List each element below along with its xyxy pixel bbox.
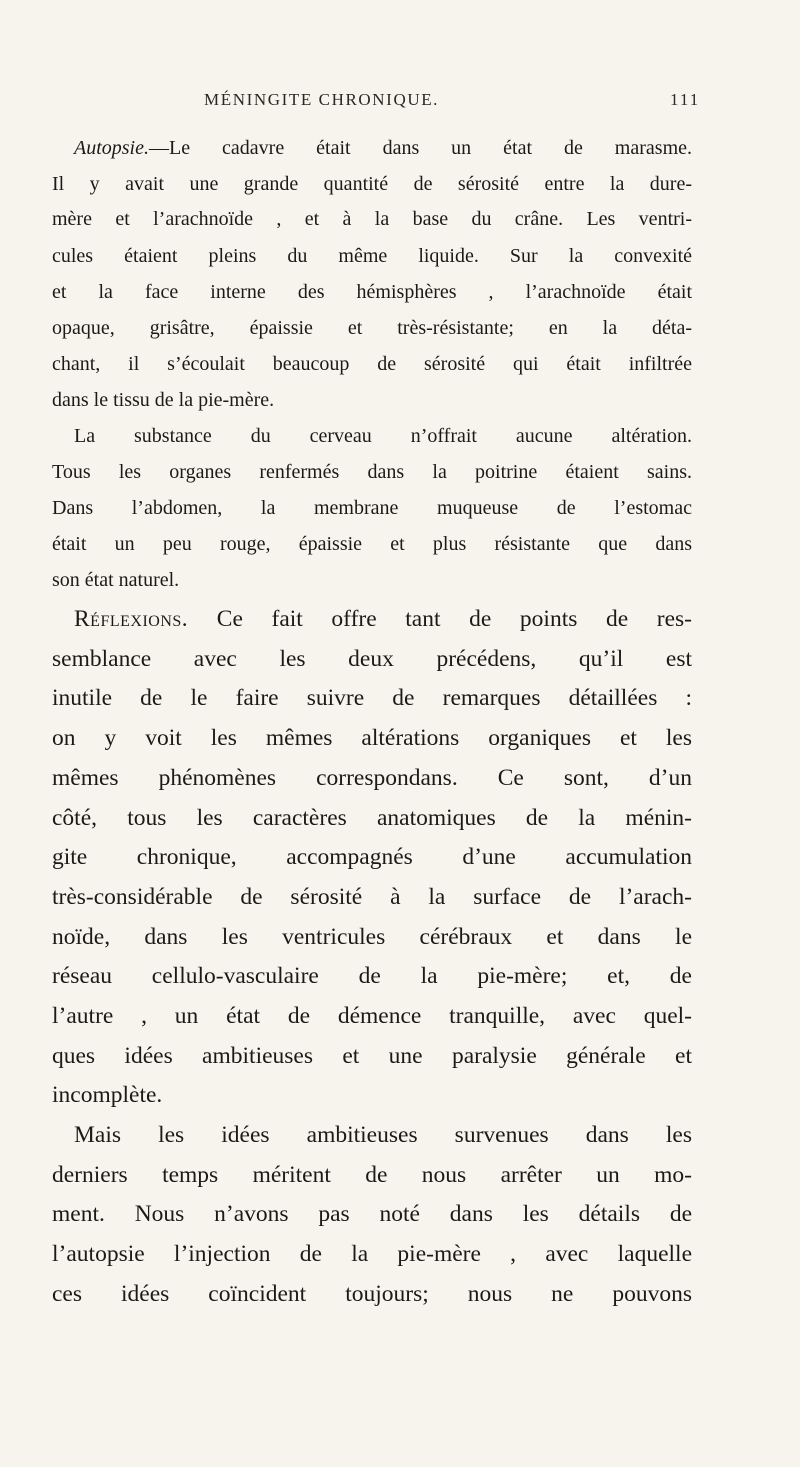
- text-line: l’autre , un état de démence tranquille, avec quel-: [52, 1003, 692, 1029]
- running-head-title: MÉNINGITE CHRONIQUE.: [204, 90, 440, 109]
- reflections-label: Réflexions.: [74, 606, 189, 632]
- text-line: son état naturel.: [52, 569, 180, 591]
- text-line: derniers temps méritent de nous arrêter un mo-: [52, 1162, 692, 1188]
- text-line: ques idées ambitieuses et une paralysie générale et: [52, 1043, 692, 1069]
- running-head: [0, 90, 800, 114]
- text-line: chant, il s’écoulait beaucoup de sérosité qui était infiltrée: [52, 353, 692, 375]
- text-line: dans le tissu de la pie-mère.: [52, 389, 275, 411]
- text-line: mêmes phénomènes correspondans. Ce sont, d’un: [52, 765, 692, 791]
- text-line: Tous les organes renfermés dans la poitrine étaient sains.: [52, 461, 692, 483]
- text-line: Dans l’abdomen, la membrane muqueuse de l’estomac: [52, 497, 692, 519]
- text-line: côté, tous les caractères anatomiques de la ménin-: [52, 805, 692, 831]
- text-line: était un peu rouge, épaissie et plus résistante que dans: [52, 533, 692, 555]
- text-line: Mais les idées ambitieuses survenues dans les: [74, 1122, 692, 1148]
- text-line: opaque, grisâtre, épaissie et très-résistante; en la déta-: [52, 317, 692, 339]
- text-line: La substance du cerveau n’offrait aucune altération.: [74, 425, 692, 447]
- text-line: incomplète.: [52, 1082, 163, 1108]
- text-line: inutile de le faire suivre de remarques détaillées :: [52, 685, 692, 711]
- text-line: très-considérable de sérosité à la surface de l’arach-: [52, 884, 692, 910]
- text-line: semblance avec les deux précédens, qu’il est: [52, 646, 692, 672]
- text-line: l’autopsie l’injection de la pie-mère , avec laquelle: [52, 1241, 692, 1267]
- text-line: noïde, dans les ventricules cérébraux et dans le: [52, 924, 692, 950]
- text-line: et la face interne des hémisphères , l’arachnoïde était: [52, 281, 692, 303]
- text-line: réseau cellulo-vasculaire de la pie-mère; et, de: [52, 963, 692, 989]
- text-line: ment. Nous n’avons pas noté dans les détails de: [52, 1201, 692, 1227]
- text-line: on y voit les mêmes altérations organiques et les: [52, 725, 692, 751]
- text-line: mère et l’arachnoïde , et à la base du crâne. Les ventri-: [52, 208, 692, 230]
- text-line: Il y avait une grande quantité de sérosité entre la dure-: [52, 173, 692, 195]
- text-line: gite chronique, accompagnés d’une accumulation: [52, 844, 692, 870]
- autopsy-label: Autopsie.: [74, 137, 149, 159]
- text-line: Autopsie.—Le cadavre était dans un état de marasme.: [74, 137, 692, 159]
- text-line: cules étaient pleins du même liquide. Sur la convexité: [52, 245, 692, 267]
- text-line: Réflexions. Ce fait offre tant de points de res-: [74, 606, 692, 632]
- text-line: ces idées coïncident toujours; nous ne pouvons: [52, 1281, 692, 1307]
- page-number: 111: [670, 90, 701, 109]
